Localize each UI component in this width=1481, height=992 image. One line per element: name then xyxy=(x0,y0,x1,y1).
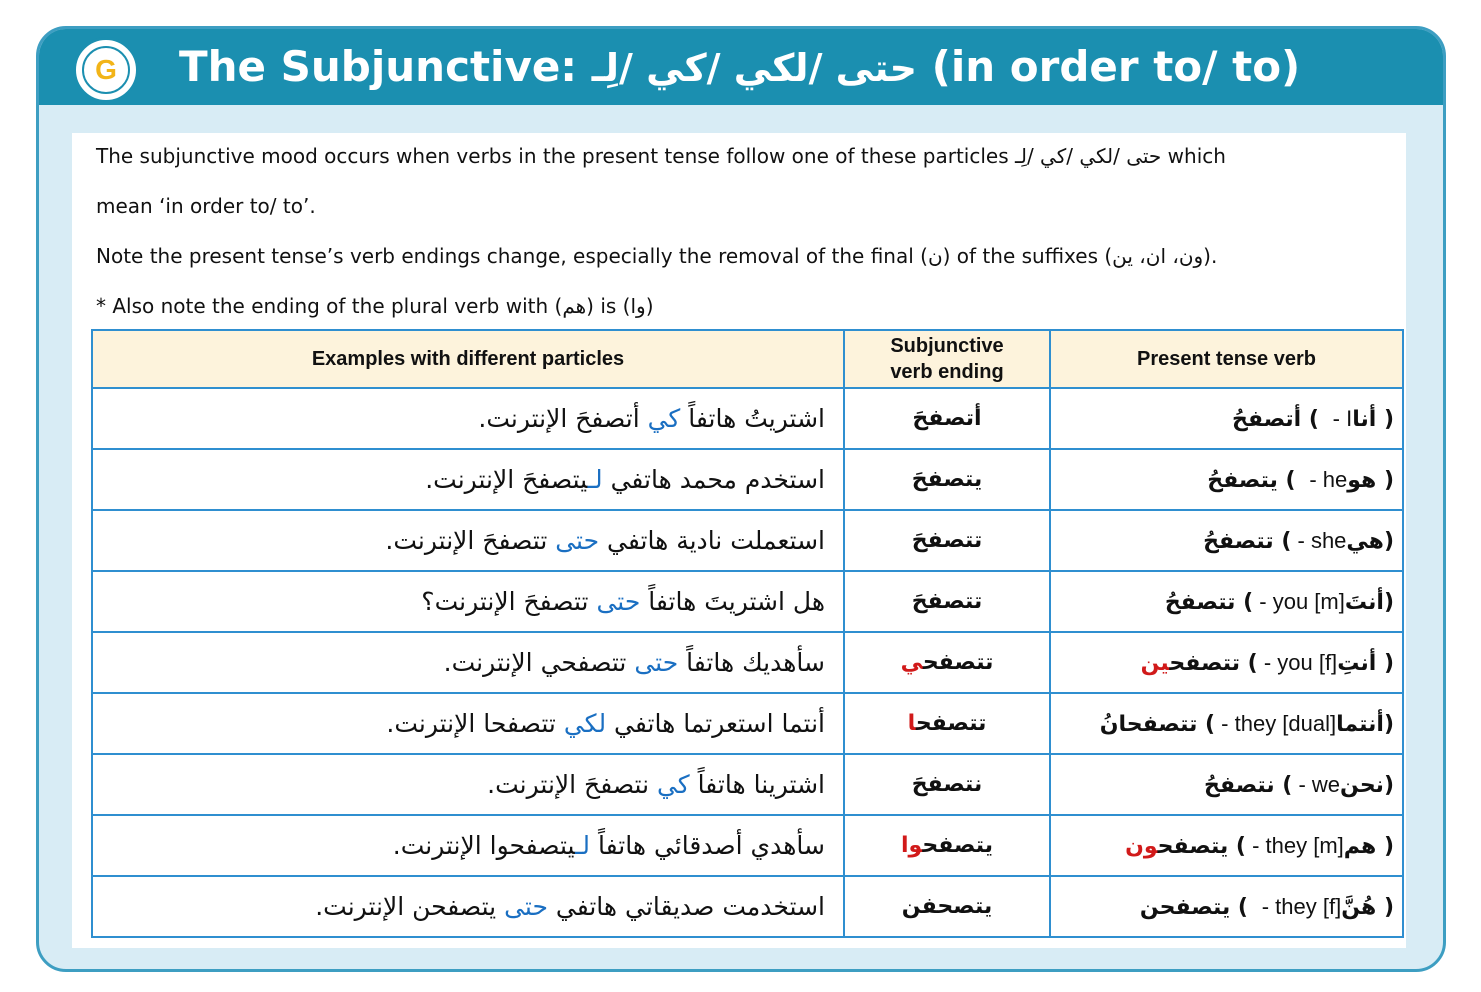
example-text-rest: يتصفحن الإنترنت. xyxy=(315,892,505,921)
table-header-row xyxy=(92,330,1403,388)
ending-suffix: ي xyxy=(900,650,923,675)
particle: لـ xyxy=(587,465,603,494)
header-ending-line-2: verb ending xyxy=(890,361,1004,383)
particle: لـ xyxy=(575,831,591,860)
example-text-rest: تتصفحَ الإنترنت؟ xyxy=(421,587,597,616)
title-bar xyxy=(39,29,1443,105)
pronoun-english: - she xyxy=(1291,527,1347,553)
example-text-rest: نتصفحَ الإنترنت. xyxy=(487,770,657,799)
example-sentence xyxy=(92,815,844,876)
intro-line-1: The subjunctive mood occurs when verbs in the present tense follow one of these particles حتى /لكي /كي /لِـ which xyxy=(96,144,1226,168)
pronoun-arabic: أنتَ xyxy=(1344,589,1384,615)
ending-stem: نتصفحَ xyxy=(911,772,983,797)
title-suffix: (in order to/ to) xyxy=(917,42,1301,91)
example-text: سأهدي أصدقائي هاتفاً xyxy=(590,831,825,860)
paren-close: ) xyxy=(1228,833,1246,859)
ending-stem: تتصفح xyxy=(915,711,987,736)
ending-suffix: ا xyxy=(907,711,916,736)
pronoun-english: - they [dual] xyxy=(1215,710,1337,736)
page-title xyxy=(179,39,1300,95)
subjunctive-ending xyxy=(844,571,1050,632)
verb-stem: يتصفحُ xyxy=(1207,467,1278,493)
table-row xyxy=(92,571,1403,632)
pronoun-arabic: هُنَّ xyxy=(1341,894,1377,920)
paren-open: ( xyxy=(1376,833,1394,859)
ending-suffix: وا xyxy=(901,833,923,858)
present-verb xyxy=(1050,632,1403,693)
present-verb xyxy=(1050,815,1403,876)
ending-stem: تتصفحَ xyxy=(911,589,983,614)
g-logo-icon xyxy=(81,45,131,95)
pronoun-arabic: أنتما xyxy=(1336,711,1384,737)
verb-stem: تتصفحانُ xyxy=(1099,711,1198,737)
header-examples: Examples with different particles xyxy=(92,330,844,388)
verb-stem: تتصفح xyxy=(1169,650,1240,676)
paren-close: ) xyxy=(1273,528,1292,554)
example-sentence xyxy=(92,510,844,571)
ending-stem: تتصفحَ xyxy=(911,528,983,553)
subjunctive-table xyxy=(91,329,1404,938)
paren-close: ) xyxy=(1277,467,1304,493)
example-text-rest: تتصفحا الإنترنت. xyxy=(386,709,564,738)
example-text: سأهديك هاتفاً xyxy=(678,648,825,677)
ending-stem: أتصفحَ xyxy=(912,406,982,431)
verb-stem: أتصفحُ xyxy=(1232,406,1302,432)
paren-close: ) xyxy=(1274,772,1293,798)
lesson-card xyxy=(36,26,1446,972)
paren-open: ( xyxy=(1383,528,1394,554)
example-text: استخدم محمد هاتفي xyxy=(602,465,825,494)
header-ending xyxy=(844,330,1050,388)
present-verb xyxy=(1050,388,1403,449)
verb-suffix: ين xyxy=(1140,650,1170,676)
title-arabic: حتى /لكي /كي /لِـ xyxy=(591,46,918,90)
example-text-rest: يتصفحَ الإنترنت. xyxy=(425,465,588,494)
intro-text xyxy=(96,133,1386,333)
present-verb xyxy=(1050,693,1403,754)
table-row xyxy=(92,449,1403,510)
particle: حتى xyxy=(555,526,600,555)
pronoun-english: - they [m] xyxy=(1245,832,1344,858)
example-sentence xyxy=(92,571,844,632)
table-row xyxy=(92,632,1403,693)
table-row xyxy=(92,510,1403,571)
subjunctive-ending xyxy=(844,388,1050,449)
table-row xyxy=(92,693,1403,754)
example-text: اشتريتُ هاتفاً xyxy=(680,404,825,433)
particle: لكي xyxy=(563,709,607,738)
example-text: استخدمت صديقاتي هاتفي xyxy=(547,892,825,921)
subjunctive-ending xyxy=(844,815,1050,876)
particle: كي xyxy=(647,404,681,433)
table-row xyxy=(92,388,1403,449)
content-panel xyxy=(72,133,1406,948)
ending-stem: يتصفح xyxy=(922,833,993,858)
paren-close: ) xyxy=(1230,894,1256,920)
example-text-rest: أتصفحَ الإنترنت. xyxy=(478,404,648,433)
subjunctive-ending xyxy=(844,754,1050,815)
subjunctive-ending xyxy=(844,632,1050,693)
example-text: اشترينا هاتفاً xyxy=(689,770,825,799)
table-row xyxy=(92,754,1403,815)
particle: كي xyxy=(656,770,690,799)
paren-open: ( xyxy=(1383,711,1394,737)
present-verb xyxy=(1050,876,1403,937)
verb-suffix: ون xyxy=(1125,833,1158,859)
example-sentence xyxy=(92,693,844,754)
pronoun-english: - he xyxy=(1303,466,1348,492)
verb-stem: تتصفحُ xyxy=(1203,528,1274,554)
subjunctive-ending xyxy=(844,449,1050,510)
pronoun-english: - we xyxy=(1292,771,1341,797)
example-sentence xyxy=(92,632,844,693)
intro-line-2: mean ‘in order to/ to’. xyxy=(96,194,316,218)
logo xyxy=(73,37,139,103)
paren-open: ( xyxy=(1376,894,1394,920)
intro-line-4: * Also note the ending of the plural verb with (هم) is (وا) xyxy=(96,294,654,318)
paren-open: ( xyxy=(1376,406,1394,432)
subjunctive-ending xyxy=(844,510,1050,571)
pronoun-arabic: أنتِ xyxy=(1337,650,1377,676)
ending-stem: يتصفحَ xyxy=(911,467,983,492)
particle: حتى xyxy=(596,587,641,616)
pronoun-english: - you [f] xyxy=(1257,649,1338,675)
ending-stem: يتصحفن xyxy=(901,894,993,919)
paren-close: ) xyxy=(1197,711,1216,737)
present-verb xyxy=(1050,754,1403,815)
example-sentence xyxy=(92,388,844,449)
table-row xyxy=(92,876,1403,937)
present-verb xyxy=(1050,571,1403,632)
paren-open: ( xyxy=(1383,772,1394,798)
paren-open: ( xyxy=(1376,650,1394,676)
pronoun-english: - you [m] xyxy=(1253,588,1345,614)
pronoun-english: - I xyxy=(1326,405,1353,431)
present-verb xyxy=(1050,510,1403,571)
verb-stem: تتصفحُ xyxy=(1164,589,1236,615)
particle: حتى xyxy=(504,892,548,921)
example-sentence xyxy=(92,876,844,937)
subjunctive-ending xyxy=(844,876,1050,937)
paren-close: ) xyxy=(1235,589,1254,615)
example-sentence xyxy=(92,449,844,510)
example-text-rest: تتصفحي الإنترنت. xyxy=(443,648,635,677)
header-ending-line-1: Subjunctive xyxy=(890,335,1004,357)
pronoun-arabic: هي xyxy=(1346,528,1384,554)
pronoun-arabic: هم xyxy=(1343,833,1377,859)
paren-open: ( xyxy=(1376,467,1394,493)
paren-close: ) xyxy=(1301,406,1327,432)
example-text-rest: تتصفحَ الإنترنت. xyxy=(385,526,556,555)
particle: حتى xyxy=(634,648,679,677)
header-present: Present tense verb xyxy=(1050,330,1403,388)
title-prefix: The Subjunctive: xyxy=(179,42,592,91)
paren-close: ) xyxy=(1239,650,1258,676)
pronoun-arabic: هو xyxy=(1347,467,1377,493)
logo-letter: G xyxy=(95,54,117,85)
intro-line-3: Note the present tense’s verb endings change, especially the removal of the final (ن) of the suffixes (ون، ان، ين). xyxy=(96,244,1218,268)
table-row xyxy=(92,815,1403,876)
example-text: هل اشتريتَ هاتفاً xyxy=(640,587,825,616)
subjunctive-ending xyxy=(844,693,1050,754)
example-text: أنتما استعرتما هاتفي xyxy=(606,709,825,738)
pronoun-english: - they [f] xyxy=(1255,893,1342,919)
paren-open: ( xyxy=(1383,589,1394,615)
verb-stem: يتصفح xyxy=(1157,833,1229,859)
verb-stem: يتصفحن xyxy=(1139,894,1231,920)
verb-stem: نتصفحُ xyxy=(1204,772,1275,798)
present-verb xyxy=(1050,449,1403,510)
pronoun-arabic: نحن xyxy=(1340,772,1384,798)
ending-stem: تتصفح xyxy=(922,650,994,675)
pronoun-arabic: أنا xyxy=(1352,406,1377,432)
example-text-rest: يتصفحوا الإنترنت. xyxy=(392,831,576,860)
example-sentence xyxy=(92,754,844,815)
example-text: استعملت نادية هاتفي xyxy=(599,526,825,555)
